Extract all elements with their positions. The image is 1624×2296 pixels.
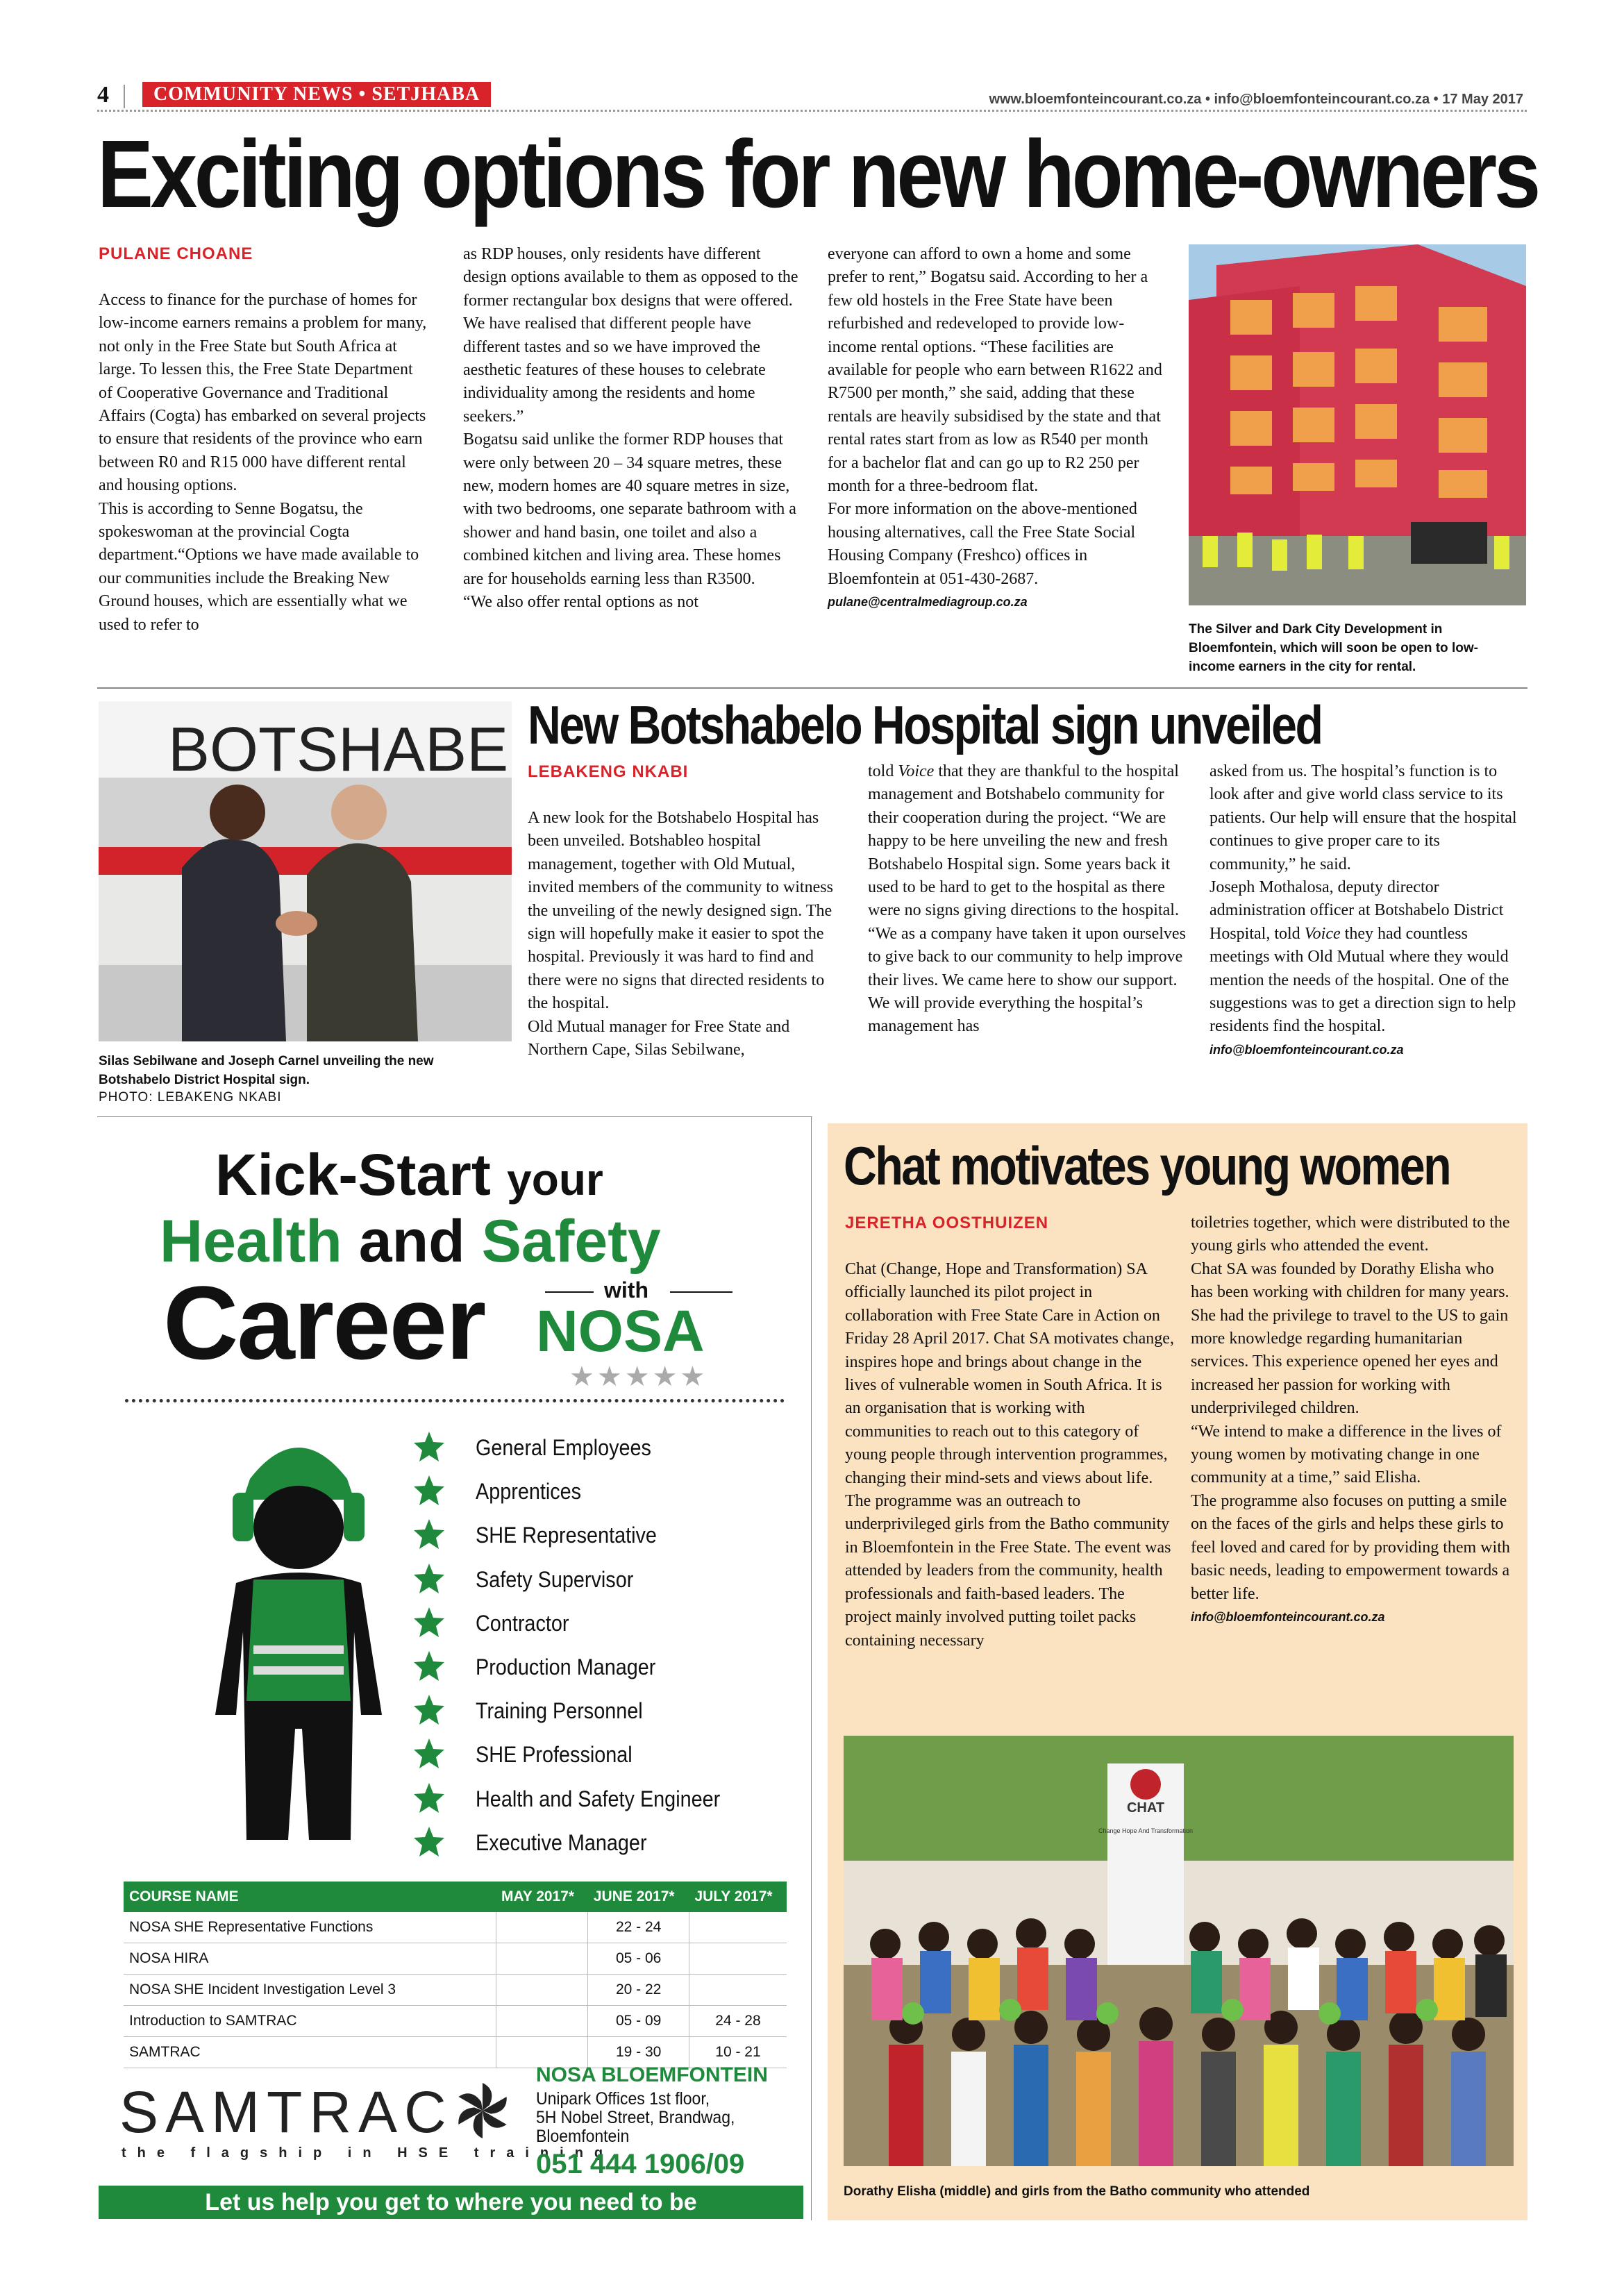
paragraph: For more information on the above-mentioned housing alternatives, call the Free State Social Housing Company (Freshco) offices in Bloemfontein at 051-430-2687.: [828, 500, 1137, 588]
star-icon: [413, 1475, 445, 1507]
star-icon: [413, 1826, 445, 1858]
divider-rule: [97, 1116, 812, 1117]
section-tag: COMMUNITY NEWS • SETJHABA: [142, 82, 491, 107]
table-row: SAMTRAC 19 - 30 10 - 21: [124, 2037, 787, 2068]
article1-col2: [463, 243, 803, 614]
paragraph: Joseph Mothalosa, deputy director administration officer at Botshabelo District Hospital, told Voice they had countless meetings with Old Mutual where they would mention the needs of the hospital. One of the suggestions was to get a direction sign to help residents find the hospital.: [1209, 878, 1516, 1036]
star-icon: [413, 1518, 445, 1550]
list-item: [413, 1690, 788, 1734]
column-header: JUNE 2017*: [588, 1882, 689, 1912]
author-email: pulane@centralmediagroup.co.za: [828, 595, 1028, 610]
star-icon: [413, 1650, 445, 1682]
star-icon: [413, 1431, 445, 1463]
office-phone: 051 444 1906/09: [536, 2149, 745, 2179]
article1-col3: [828, 243, 1168, 614]
list-item: [413, 1470, 788, 1514]
paragraph: Access to finance for the purchase of homes for low-income earners remains a problem for many, not only in the Free State but South Africa at large. To lessen this, the Free State Department of Cooperative Governance and Traditional Affairs (Cogta) has embarked on several projects to ensure that residents of the province who earn between R0 and R15 000 have different rental and housing options.: [99, 291, 427, 495]
list-item: [413, 1602, 788, 1646]
worker-icon: [194, 1423, 403, 1854]
divider: [124, 85, 125, 108]
table-row: NOSA HIRA 05 - 06: [124, 1943, 787, 1975]
divider-rule: [97, 687, 1527, 689]
paragraph: asked from us. The hospital’s function is to look after and give world class service to its patients. Our help will ensure that the hospital continues to give proper care to its community,” he said.: [1209, 762, 1517, 873]
role-list: [413, 1427, 788, 1866]
site-info: www.bloemfonteincourant.co.za • info@bloemfonteincourant.co.za • 17 May 2017: [989, 92, 1523, 107]
paragraph: This is according to Senne Bogatsu, the spokeswoman at the provincial Cogta department.“Options we have made available to our communities include the Breaking New Ground houses, which are essentially what we used to refer to: [99, 499, 419, 634]
byline: LEBAKENG NKABI: [528, 762, 689, 781]
paragraph: A new look for the Botshabelo Hospital has been unveiled. Botshableo hospital management, together with Old Mutual, invited members of the community to witness the unveiling of the newly designed sign. The sign will hopefully make it easier to spot the hospital. Previously it was hard to find and there were no signs that directed residents to the hospital.: [528, 809, 833, 1013]
list-item-label: Production Manager: [476, 1654, 656, 1679]
paragraph: everyone can afford to own a home and some prefer to rent,” Bogatsu said. According to her a few old hostels in the Free State have been refurbished and redeveloped to provide low-income rental options. “These facilities are available for people who earn between R1622 and R7500 per month,” she said, adding that these rentals are heavily subsidised by the state and that rental rates start from as low as R540 per month for a bachelor flat and can go up to R2 250 per month for a three-bedroom flat.: [828, 245, 1162, 496]
photo-caption: The Silver and Dark City Development in Bloemfontein, which will soon be open to low-income earners in the city for rental.: [1189, 622, 1478, 674]
column-header: MAY 2017*: [496, 1882, 588, 1912]
list-item: [413, 1778, 788, 1822]
list-item: [413, 1559, 788, 1602]
paragraph: Bogatsu said unlike the former RDP houses that were only between 20 – 34 square metres, these new, modern homes are 40 square metres in size, with two bedrooms, one separate bathroom with a shower and hand basin, one toilet and also a combined kitchen and living area. These homes are for households earning less than R3500.: [463, 430, 796, 588]
article2-col2: [868, 760, 1191, 1039]
list-item: [413, 1514, 788, 1558]
column-header: COURSE NAME: [124, 1882, 496, 1912]
article3-col2: [1191, 1212, 1517, 1629]
column-header: JULY 2017*: [689, 1882, 787, 1912]
star-icon: [413, 1694, 445, 1726]
housing-photo: [1189, 244, 1526, 605]
list-item-label: Executive Manager: [476, 1829, 647, 1855]
byline: PULANE CHOANE: [99, 244, 253, 263]
list-item: [413, 1734, 788, 1777]
list-item-label: Safety Supervisor: [476, 1566, 634, 1592]
list-item: [413, 1427, 788, 1470]
hospital-sign-photo: [99, 701, 512, 1041]
ad-footer-banner: Let us help you get to where you need to be: [99, 2186, 803, 2219]
byline: JERETHA OOSTHUIZEN: [845, 1214, 1049, 1232]
ad-with: with: [604, 1277, 648, 1302]
author-email: info@bloemfonteincourant.co.za: [1209, 1042, 1404, 1057]
paragraph: as RDP houses, only residents have different design options available to them as opposed to the former rectangular box designs that were offered. We have realised that different people have different tastes and so we have improved the aesthetic features of these houses to celebrate individuality among the residents and home seekers.”: [463, 245, 798, 426]
article2-col3: [1209, 760, 1529, 1062]
divider: [125, 1399, 785, 1405]
table-row: Introduction to SAMTRAC 05 - 09 24 - 28: [124, 2006, 787, 2037]
headline-botshabelo: New Botshabelo Hospital sign unveiled: [528, 694, 1322, 755]
headline-chat: Chat motivates young women: [844, 1135, 1450, 1196]
list-item-label: General Employees: [476, 1435, 651, 1460]
samtrac-logo: SAMTRAC: [119, 2079, 453, 2145]
paragraph: “We as a company have taken it upon ourselves to give back to our community to help improve their lives. We came here to show our support. We will provide everything the hospital’s management has: [868, 924, 1186, 1036]
table-header-row: [124, 1882, 787, 1912]
photo-caption: Silas Sebilwane and Joseph Carnel unveiling the new Botshabelo District Hospital sign.: [99, 1054, 434, 1087]
article3-col1: [845, 1258, 1175, 1652]
list-item-label: Training Personnel: [476, 1698, 643, 1724]
paragraph: “We also offer rental options as not: [463, 593, 698, 612]
office-title: NOSA BLOEMFONTEIN: [536, 2063, 768, 2086]
sign-lettering: BOTSHABE: [168, 715, 509, 785]
photo-caption: Dorathy Elisha (middle) and girls from the Batho community who attended: [844, 2184, 1310, 2199]
banner-title: CHAT: [1126, 1800, 1165, 1816]
samtrac-swirl-icon: [451, 2079, 514, 2142]
chat-group-photo: [844, 1736, 1514, 2166]
paragraph: Chat (Change, Hope and Transformation) SA officially launched its pilot project in collaboration with Free State Care in Action on Friday 28 April 2017. Chat SA motivates change, inspires hope and brings about change in the lives of vulnerable women in South Africa. It is an organisation that is working with communities to reach out to this category of young people through intervention programmes, changing their mind-sets and views about life.: [845, 1260, 1174, 1487]
ad-health-safety: Health and Safety: [160, 1208, 661, 1275]
list-item-label: Health and Safety Engineer: [476, 1786, 721, 1811]
course-table: [124, 1882, 787, 2068]
header-rule: [97, 110, 1527, 115]
article2-col1: [528, 807, 844, 1062]
divider: [670, 1291, 733, 1293]
paragraph: Chat SA was founded by Dorathy Elisha who has been working with children for many years. She had the privilege to travel to the US to gain more knowledge regarding humanitarian services. This experience opened her eyes and increased her passion for working with underprivileged children.: [1191, 1259, 1509, 1418]
list-item-label: SHE Representative: [476, 1523, 657, 1548]
ad-career: Career: [163, 1264, 485, 1381]
rating-stars: ★★★★★: [569, 1361, 708, 1392]
list-item-label: Contractor: [476, 1610, 569, 1636]
table-row: NOSA SHE Incident Investigation Level 3 20 - 22: [124, 1975, 787, 2006]
list-item: [413, 1646, 788, 1690]
divider-rule: [811, 1116, 812, 2220]
paragraph: told Voice that they are thankful to the hospital management and Botshabelo community for their cooperation during the project. “We are happy to be here unveiling the new and fresh Botshabelo Hospital sign. Some years back it used to be hard to get to the hospital as there were no signs giving directions to the hospital.: [868, 762, 1179, 920]
samtrac-tagline: the flagship in HSE training: [122, 2145, 614, 2161]
paragraph: The programme was an outreach to underprivileged girls from the Batho community in Bloemfontein in the Free State. The event was attended by leaders from the community, health professionals and faith-based leaders. The project mainly involved putting toilet packs containing necessary: [845, 1492, 1171, 1650]
voice-name: Voice: [1304, 924, 1341, 943]
divider: [545, 1291, 594, 1293]
paragraph: toiletries together, which were distributed to the young girls who attended the event.: [1191, 1214, 1510, 1255]
star-icon: [413, 1782, 445, 1814]
paragraph: Old Mutual manager for Free State and Northern Cape, Silas Sebilwane,: [528, 1017, 790, 1059]
star-icon: [413, 1738, 445, 1770]
list-item: [413, 1822, 788, 1866]
star-icon: [413, 1563, 445, 1595]
voice-name: Voice: [898, 762, 935, 780]
ad-kickstart: Kick-Start your: [215, 1142, 603, 1207]
table-row: NOSA SHE Representative Functions 22 - 24: [124, 1912, 787, 1943]
article1-col1: [99, 289, 428, 637]
nosa-logo: NOSA: [536, 1298, 705, 1364]
headline-home-owners: Exciting options for new home-owners: [97, 121, 1538, 228]
paragraph: “We intend to make a difference in the lives of young women by motivating change in one community at a time,” said Elisha.: [1191, 1422, 1502, 1487]
star-icon: [413, 1607, 445, 1639]
photo-credit: PHOTO: LEBAKENG NKABI: [99, 1090, 282, 1105]
banner-text: Change Hope And Transformation: [1098, 1827, 1194, 1834]
paragraph: The programme also focuses on putting a smile on the faces of the girls and helps these girls to feel loved and cared for by providing them with basic needs, leading to empowerment towards a better life.: [1191, 1491, 1510, 1603]
page-number: 4: [97, 82, 109, 108]
list-item-label: Apprentices: [476, 1479, 582, 1505]
office-address: Unipark Offices 1st floor, 5H Nobel Street, Brandwag, Bloemfontein: [536, 2089, 735, 2146]
author-email: info@bloemfonteincourant.co.za: [1191, 1609, 1385, 1624]
list-item-label: SHE Professional: [476, 1742, 633, 1768]
